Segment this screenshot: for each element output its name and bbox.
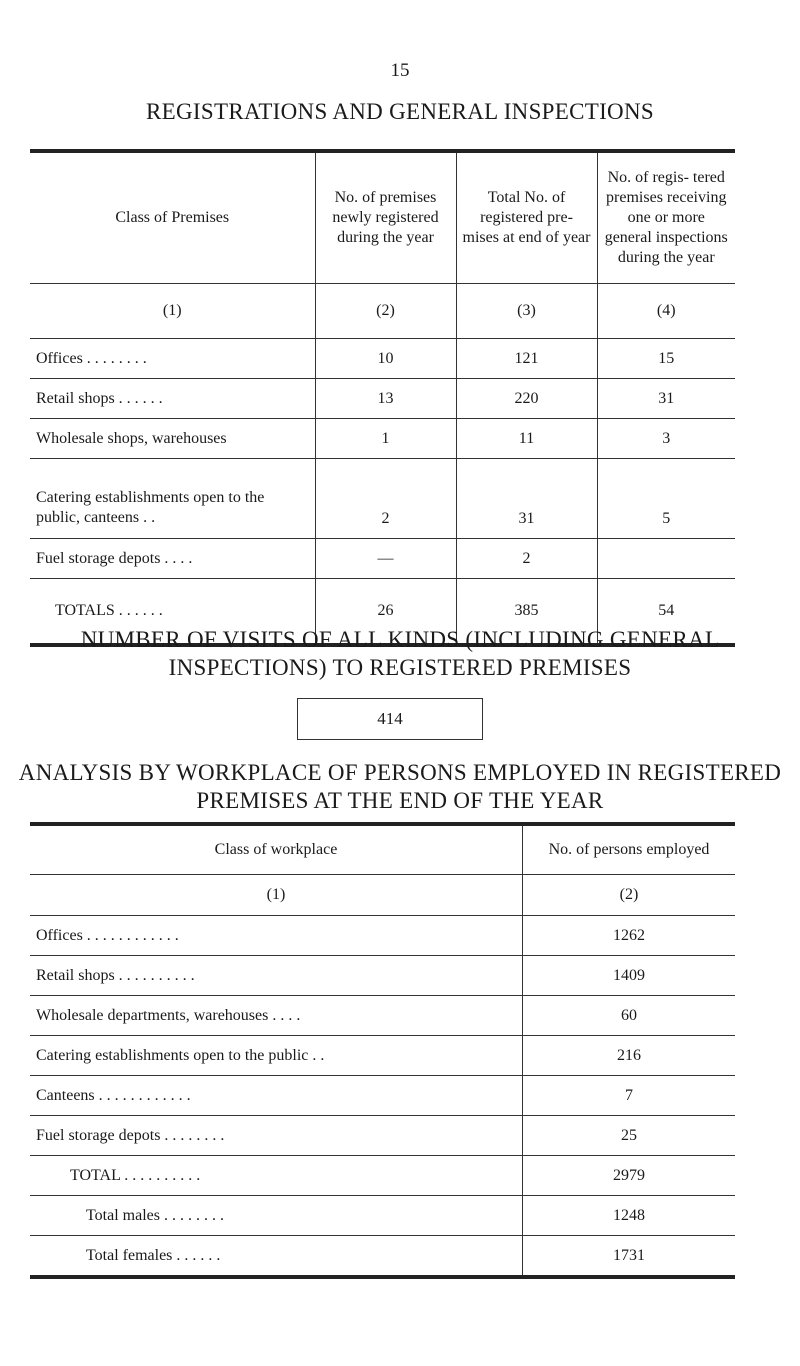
table-row xyxy=(30,1116,735,1156)
cell-value: 121 xyxy=(456,339,597,379)
column-number: (1) xyxy=(30,875,523,916)
table-row xyxy=(30,539,735,579)
total-row xyxy=(30,1156,735,1196)
row-label: Fuel storage depots . . . . . . . . xyxy=(30,1116,523,1156)
column-number-row xyxy=(30,284,735,339)
cell-value: 31 xyxy=(597,379,735,419)
table-row xyxy=(30,996,735,1036)
visits-title: NUMBER OF VISITS OF ALL KINDS (INCLUDING GENERAL INSPECTIONS) TO REGISTERED PREMISES xyxy=(80,627,720,680)
cell-value: 216 xyxy=(523,1036,736,1076)
table-row xyxy=(30,339,735,379)
cell-value: 15 xyxy=(597,339,735,379)
header-general-inspections: No. of regis- tered premises receiving one or more general inspections during the year xyxy=(597,151,735,284)
table-row xyxy=(30,1076,735,1116)
row-label: Catering establishments open to the public, canteens . . xyxy=(30,459,315,539)
cell-value: 10 xyxy=(315,339,456,379)
visits-count-box: 414 xyxy=(297,698,483,740)
header-class-of-premises: Class of Premises xyxy=(30,151,315,284)
row-label: Canteens . . . . . . . . . . . . xyxy=(30,1076,523,1116)
header-class-of-workplace: Class of workplace xyxy=(30,824,523,875)
cell-value: 1409 xyxy=(523,956,736,996)
total-label: TOTAL . . . . . . . . . . xyxy=(30,1156,523,1196)
header-newly-registered: No. of premises newly registered during the year xyxy=(315,151,456,284)
cell-value: 2 xyxy=(315,459,456,539)
cell-value: 7 xyxy=(523,1076,736,1116)
header-row xyxy=(30,824,735,875)
table-row xyxy=(30,1036,735,1076)
cell-value: 3 xyxy=(597,419,735,459)
row-label: Retail shops . . . . . . . . . . xyxy=(30,956,523,996)
total-females-row xyxy=(30,1236,735,1278)
table-row xyxy=(30,916,735,956)
column-number-row xyxy=(30,875,735,916)
header-persons-employed: No. of persons employed xyxy=(523,824,736,875)
cell-value: — xyxy=(315,539,456,579)
header-row xyxy=(30,151,735,284)
table-row xyxy=(30,459,735,539)
row-label: Offices . . . . . . . . . . . . xyxy=(30,916,523,956)
cell-value: 1 xyxy=(315,419,456,459)
row-label: Wholesale departments, warehouses . . . . xyxy=(30,996,523,1036)
row-label: Catering establishments open to the public . . xyxy=(30,1036,523,1076)
page-number: 15 xyxy=(390,60,410,81)
cell-value: 11 xyxy=(456,419,597,459)
totals-label: TOTALS . . . . . . xyxy=(30,579,315,646)
total-value: 2979 xyxy=(523,1156,736,1196)
cell-value: 25 xyxy=(523,1116,736,1156)
cell-value: 2 xyxy=(456,539,597,579)
row-label: Retail shops . . . . . . xyxy=(30,379,315,419)
total-value: 385 xyxy=(456,579,597,646)
total-value: 54 xyxy=(658,602,675,619)
total-males-label: Total males . . . . . . . . xyxy=(30,1196,523,1236)
row-label: Fuel storage depots . . . . xyxy=(30,539,315,579)
cell-value: 13 xyxy=(315,379,456,419)
cell-value: 220 xyxy=(456,379,597,419)
table-row xyxy=(30,956,735,996)
registrations-title: REGISTRATIONS AND GENERAL INSPECTIONS xyxy=(146,99,654,124)
column-number: (2) xyxy=(523,875,736,916)
total-males-row xyxy=(30,1196,735,1236)
analysis-table xyxy=(30,822,735,1279)
table-row xyxy=(30,379,735,419)
column-number: (4) xyxy=(597,284,735,339)
cell-value: 5 xyxy=(597,459,735,539)
cell-value xyxy=(597,539,735,579)
total-value: 26 xyxy=(315,579,456,646)
table-row xyxy=(30,419,735,459)
total-females-value: 1731 xyxy=(613,1246,645,1264)
cell-value: 60 xyxy=(523,996,736,1036)
analysis-title: ANALYSIS BY WORKPLACE OF PERSONS EMPLOYED IN REGISTERED PREMISES AT THE END OF THE YEAR xyxy=(18,760,782,813)
header-total-registered: Total No. of registered pre- mises at end of year xyxy=(456,151,597,284)
total-females-label: Total females . . . . . . xyxy=(30,1236,523,1278)
cell-value: 31 xyxy=(456,459,597,539)
column-number: (1) xyxy=(30,284,315,339)
row-label: Offices . . . . . . . . xyxy=(30,339,315,379)
row-label: Wholesale shops, warehouses xyxy=(30,419,315,459)
total-males-value: 1248 xyxy=(523,1196,736,1236)
cell-value: 1262 xyxy=(523,916,736,956)
column-number: (2) xyxy=(315,284,456,339)
column-number: (3) xyxy=(456,284,597,339)
registrations-table xyxy=(30,149,735,647)
